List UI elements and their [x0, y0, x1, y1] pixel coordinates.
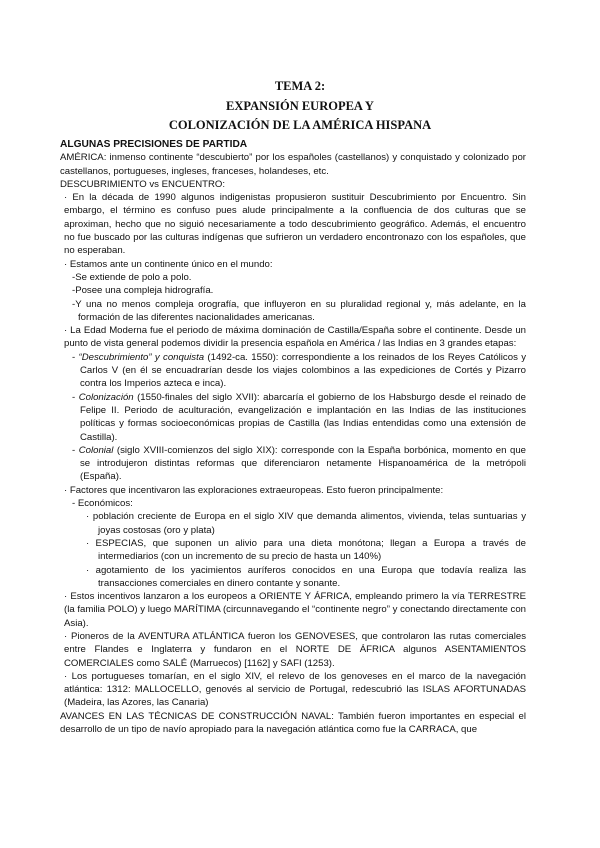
incentivos-paragraph: · Estos incentivos lanzaron a los europeos a ORIENTE Y ÁFRICA, empleando primero la vía TERRESTRE (la familia POLO) y luego MARÍTIMA (circunnavegando el “continente negro” y conectando directamente con Asia). — [64, 591, 526, 629]
continente-item: -Se extiende de polo a polo. — [72, 271, 192, 283]
encuentro-paragraph: · En la década de 1990 algunos indigenistas propusieron sustituir Descubrimiento por Encuentro. Sin embargo, el término es confuso pues alude principalmente a la confluencia de dos culturas que se aproximan, hecho que no siguió necesariamente a todo descubrimiento geográfico. Además, el encuentro no fue buscado por las culturas indígenas que sufrieron un verdadero encontronazo con los españoles, que no esperaban. — [64, 192, 526, 257]
genoveses-paragraph: · Pioneros de la AVENTURA ATLÁNTICA fueron los GENOVESES, que controlaron las rutas comerciales entre Flandes e Inglaterra y fundaron en el NORTE DE ÁFRICA algunos ASENTAMIENTOS COMERCIALES como SALÉ (Marruecos) [1162] y SAFI (1253). — [64, 630, 526, 669]
portugueses-paragraph: · Los portugueses tomarían, en el siglo XIV, el relevo de los genoveses en el marco de la navegación atlántica: 1312: MALLOCELLO, genovés al servicio de Portugal, redescubrió las ISLAS AFORTUNADAS (Madeira, las Azores, las Canaria) — [64, 670, 526, 709]
continente-item: -Posee una compleja hidrografía. — [72, 285, 214, 297]
economicos-item: · ESPECIAS, que suponen un alivio para una dieta monótona; llegan a Europa a través de intermediarios (con un incremento de su precio de hasta un 140%) — [86, 537, 526, 563]
avances-paragraph: AVANCES EN LAS TÉCNICAS DE CONSTRUCCIÓN NAVAL: También fueron importantes en especial el desarrollo de un tipo de navío apropiado para la navegación atlántica como fue la CARRACA, que — [60, 710, 526, 736]
america-definition: AMÉRICA: inmenso continente “descubierto” por los españoles (castellanos) y conquistado y colonizado por castellanos, portugueses, ingleses, franceses, holandeses, etc. — [60, 152, 526, 177]
economicos-label: - Económicos: — [72, 498, 133, 510]
etapa-text: (1492-ca. 1550): correspondiente a los reinados de los Reyes Católicos y Carlos V (en él se encuadrarían desde los viajes colombinos a las expediciones de Cortés y Pizarro contra los Imperios azteca e inca). — [80, 351, 526, 390]
document-body — [60, 138, 526, 736]
etapa-text: (1550-finales del siglo XVII): abarcaría el gobierno de los Habsburgo desde el reinado de Felipe II. Periodo de aculturación, evangelización e implantación en las Indias de las instituciones políticas y formas socioeconómicas propias de Castilla (las Indias entendidas como una extensión de Castilla). — [80, 391, 526, 443]
title-line-expansion: EXPANSIÓN EUROPEA Y — [226, 98, 374, 113]
title-line-colonizacion: COLONIZACIÓN DE LA AMÉRICA HISPANA — [168, 118, 432, 132]
etapa-item — [72, 444, 526, 484]
etapa-prefix: - — [72, 351, 79, 363]
etapa-text: (siglo XVIII-comienzos del siglo XIX): corresponde con la España borbónica, momento en que se introdujeron distintas reformas que diferenciaron netamente Hispanoamérica de la metrópoli (España). — [80, 444, 526, 483]
edad-moderna-paragraph: · La Edad Moderna fue el periodo de máxima dominación de Castilla/España sobre el continente. Desde un punto de vista general podemos dividir la presencia española en América / las Indias en 3 grandes etapas: — [64, 325, 526, 350]
factores-intro: · Factores que incentivaron las exploraciones extraeuropeas. Esto fueron principalmente: — [64, 484, 444, 496]
etapa-item — [72, 351, 526, 391]
economicos-item: · población creciente de Europa en el siglo XIV que demanda alimentos, vivienda, telas suntuarias y joyas costosas (oro y plata) — [86, 511, 526, 536]
descubrimiento-heading: DESCUBRIMIENTO vs ENCUENTRO: — [60, 178, 226, 190]
etapa-prefix: - — [72, 391, 79, 403]
etapa-name: Colonización — [78, 391, 134, 403]
etapa-name: Colonial — [78, 444, 114, 456]
etapa-item — [72, 391, 526, 444]
title-block — [0, 77, 600, 136]
etapa-name: “Descubrimiento” y conquista — [78, 351, 205, 363]
etapa-prefix: - — [72, 444, 79, 456]
economicos-item: · agotamiento de los yacimientos auríferos conocidos en una Europa que todavía realiza las transacciones comerciales en dinero contante y sonante. — [86, 564, 526, 589]
continente-item: -Y una no menos compleja orografía, que influyeron en su pluralidad regional y, más adelante, en la formación de las diferentes nacionalidades americanas. — [72, 298, 526, 323]
continente-intro: · Estamos ante un continente único en el mundo: — [64, 258, 273, 270]
section-heading: ALGUNAS PRECISIONES DE PARTIDA — [60, 139, 248, 150]
title-line-tema: TEMA 2: — [274, 79, 326, 93]
